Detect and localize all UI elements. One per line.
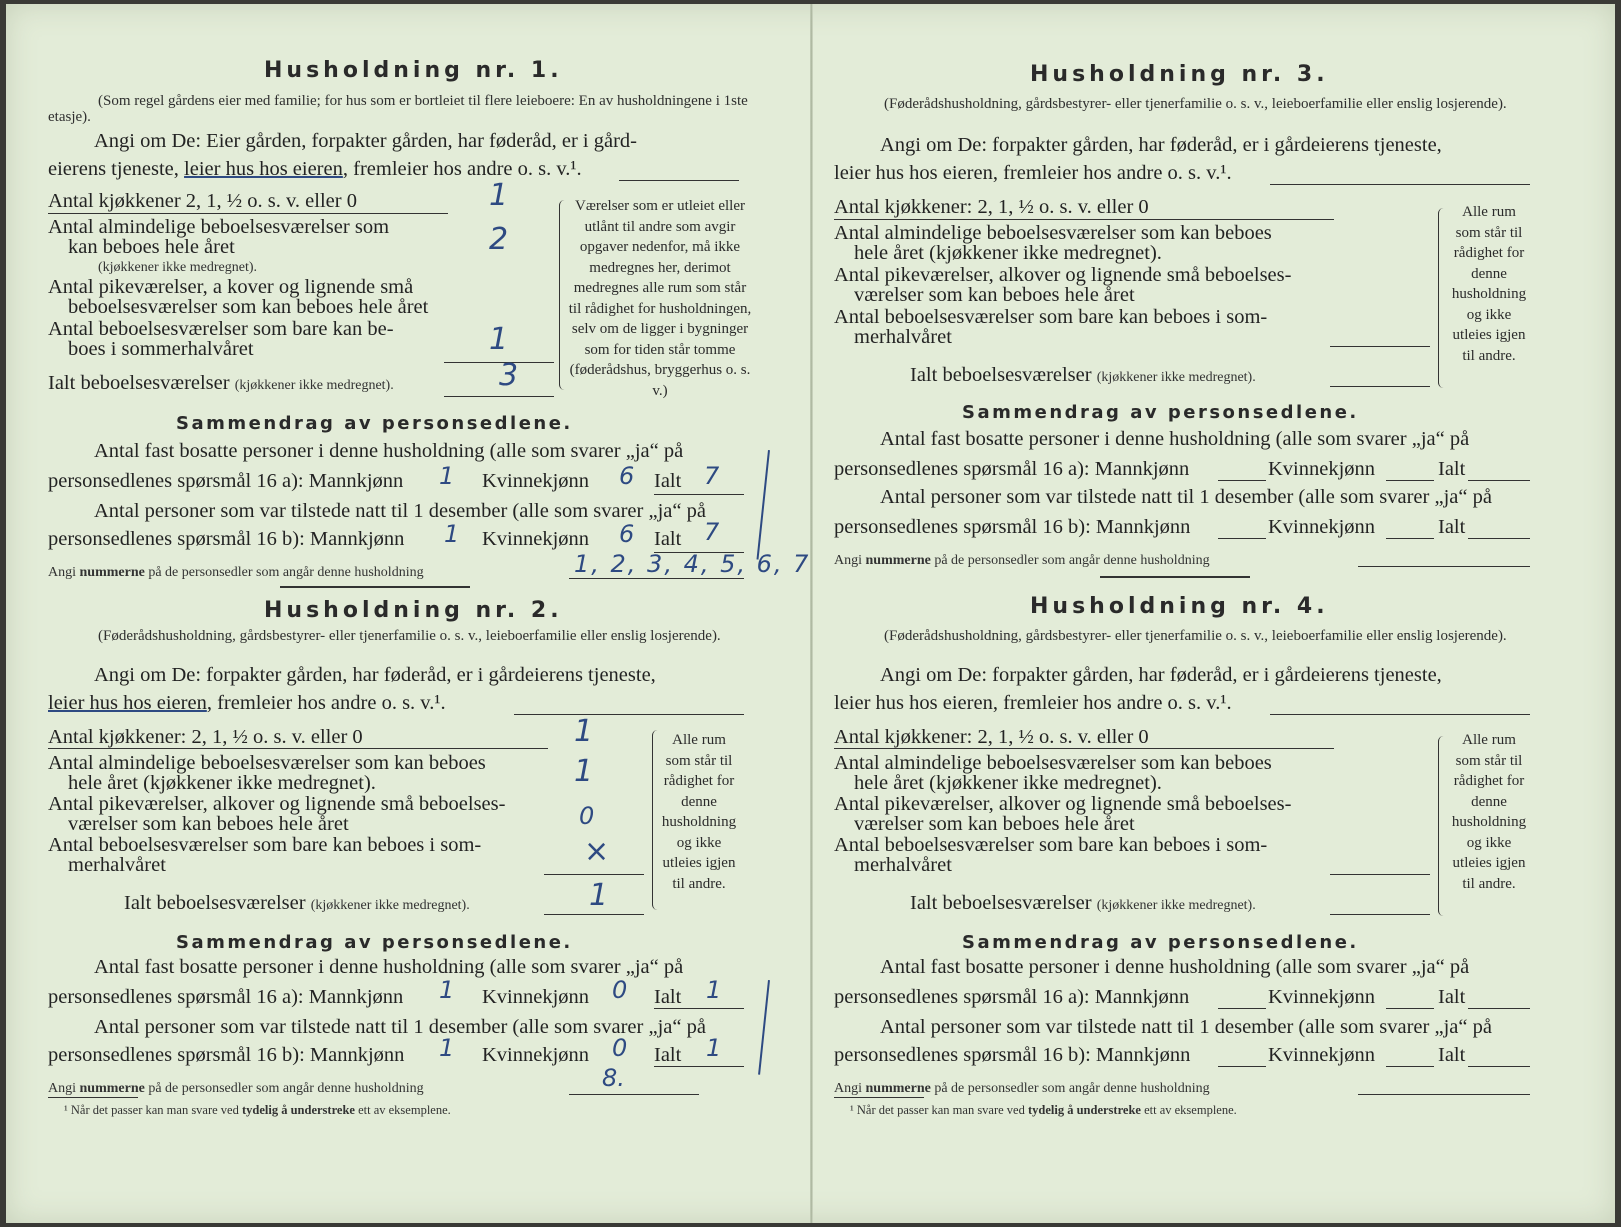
answer-line [619, 180, 739, 181]
female-resident-value: 6 [619, 462, 635, 490]
summer-rooms-value: 1 [489, 322, 509, 357]
numbers-text-end: på de personsedler som angår denne husholdning [144, 1081, 424, 1096]
numbers-line [48, 1076, 424, 1098]
summer-rooms-value: × [584, 834, 610, 869]
summary-line-4: personsedlenes spørsmål 16 b): Mannkjønn [48, 1044, 405, 1066]
angi-text: eierens tjeneste, [48, 158, 185, 180]
maid-rooms-label-a: Antal pikeværelser, alkover og lignende små beboelses- [48, 793, 506, 815]
row-rule [48, 748, 548, 749]
total-text: Ialt beboelsesværelser [910, 892, 1092, 914]
row-rule [834, 748, 1334, 749]
total-present-value: 1 [706, 1034, 722, 1062]
rooms-label-a: Antal almindelige beboelsesværelser som kan beboes [48, 752, 486, 774]
row-rule [1218, 538, 1266, 539]
total-label: Ialt [1438, 516, 1466, 538]
rooms-label-b: hele året (kjøkkener ikke medregnet). [854, 242, 1162, 264]
female-label: Kvinnekjønn [482, 986, 590, 1008]
female-label: Kvinnekjønn [1268, 1044, 1376, 1066]
row-rule [1468, 1008, 1530, 1009]
row-rule [1386, 480, 1434, 481]
male-resident-value: 1 [439, 462, 455, 490]
numbers-text-end: på de personsedler som angår denne husholdning [930, 1081, 1210, 1096]
row-rule [1330, 346, 1430, 347]
maid-rooms-label-a: Antal pikeværelser, alkover og lignende små beboelses- [834, 793, 1292, 815]
numbers-text: Angi [48, 1081, 80, 1096]
total-rooms-value: 1 [589, 878, 609, 913]
total-text: Ialt beboelsesværelser [910, 364, 1092, 386]
female-label: Kvinnekjønn [1268, 986, 1376, 1008]
total-text: Ialt beboelsesværelser [124, 892, 306, 914]
total-rooms-label [124, 892, 470, 915]
footnote-text: ¹ Når det passer kan man svare ved [850, 1103, 1028, 1117]
row-rule [1218, 480, 1266, 481]
footnote [64, 1103, 451, 1118]
summary-line-4: personsedlenes spørsmål 16 b): Mannkjønn [834, 516, 1191, 538]
row-rule [1218, 1066, 1266, 1067]
row-rule [1386, 1008, 1434, 1009]
kitchens-label: Antal kjøkkener: 2, 1, ½ o. s. v. eller 0 [834, 726, 1149, 748]
side-note: Alle rum som står til rådighet for denne husholdning og ikke utleies igjen til andre. [661, 732, 737, 892]
total-paren: (kjøkkener ikke medregnet). [1096, 370, 1256, 385]
angi-line-1: Angi om De: Eier gården, forpakter gården, har føderåd, er i gård- [94, 130, 638, 152]
row-rule [1468, 538, 1530, 539]
footnote-bold: tydelig å understreke [242, 1103, 355, 1117]
summary-line-3: Antal personer som var tilstede natt til 1 desember (alle som svarer „ja“ på [94, 1016, 706, 1038]
summary-line-2: personsedlenes spørsmål 16 a): Mannkjønn [834, 986, 1190, 1008]
footnote-text-end: ett av eksemplene. [1140, 1103, 1237, 1117]
row-rule [1218, 1008, 1266, 1009]
angi-line-1: Angi om De: forpakter gården, har føderåd, er i gårdeierens tjeneste, [94, 664, 656, 686]
numbers-bold: nummerne [865, 553, 931, 568]
summer-rooms-label-b: merhalvåret [854, 326, 952, 348]
male-present-value: 1 [444, 520, 460, 548]
total-paren: (kjøkkener ikke medregnet). [1096, 898, 1256, 913]
summary-title: Sammendrag av personsedlene. [176, 413, 573, 434]
numbers-text-end: på de personsedler som angår denne husholdning [144, 565, 424, 580]
numbers-line [834, 1076, 1210, 1098]
female-label: Kvinnekjønn [482, 470, 590, 492]
summary-title: Sammendrag av personsedlene. [962, 932, 1359, 953]
row-rule [1330, 874, 1430, 875]
rooms-label-c: (kjøkkener ikke medregnet). [98, 260, 257, 275]
total-rooms-label [48, 372, 394, 395]
answer-line [1270, 184, 1530, 185]
footnote-text-end: ett av eksemplene. [354, 1103, 451, 1117]
row-rule [1468, 480, 1530, 481]
rooms-value: 2 [489, 222, 509, 257]
female-present-value: 0 [612, 1034, 628, 1062]
summer-rooms-label-a: Antal beboelsesværelser som bare kan beboes i som- [834, 306, 1268, 328]
summer-rooms-label-b: merhalvåret [68, 854, 166, 876]
numbers-text: Angi [48, 565, 80, 580]
person-numbers-value: 1, 2, 3, 4, 5, 6, 7 [574, 550, 811, 578]
row-rule [48, 213, 448, 214]
numbers-text: Angi [834, 553, 866, 568]
household-4 [830, 540, 1565, 1100]
summary-line-3: Antal personer som var tilstede natt til 1 desember (alle som svarer „ja“ på [94, 500, 706, 522]
total-rooms-label [910, 364, 1256, 387]
page-fold [810, 4, 813, 1223]
rooms-label-a: Antal almindelige beboelsesværelser som kan beboes [834, 752, 1272, 774]
female-label: Kvinnekjønn [482, 1044, 590, 1066]
rooms-label-a: Antal almindelige beboelsesværelser som kan beboes [834, 222, 1272, 244]
total-present-value: 7 [704, 518, 720, 546]
total-label: Ialt [1438, 1044, 1466, 1066]
total-resident-value: 7 [704, 462, 720, 490]
row-rule [544, 914, 644, 915]
maid-rooms-label-b: værelser som kan beboes hele året [68, 813, 349, 835]
angi-line-2: leier hus hos eieren, fremleier hos andre o. s. v.¹. [834, 692, 1232, 714]
angi-line-2: leier hus hos eieren, fremleier hos andre o. s. v.¹. [834, 162, 1232, 184]
footnote [850, 1103, 1237, 1118]
footnote-rule [834, 1097, 924, 1098]
total-label: Ialt [654, 986, 682, 1008]
total-label: Ialt [1438, 458, 1466, 480]
angi-line-1: Angi om De: forpakter gården, har føderåd, er i gårdeierens tjeneste, [880, 134, 1442, 156]
check-stroke [758, 980, 769, 1075]
maid-rooms-value: 0 [579, 802, 595, 830]
household-title: Husholdning nr. 1. [264, 58, 563, 83]
angi-line-2 [48, 692, 446, 715]
numbers-bold: nummerne [79, 565, 145, 580]
footnote-bold: tydelig å understreke [1028, 1103, 1141, 1117]
summary-line-1: Antal fast bosatte personer i denne husholdning (alle som svarer „ja“ på [94, 956, 684, 978]
household-1 [44, 0, 811, 580]
female-label: Kvinnekjønn [1268, 458, 1376, 480]
answer-line [514, 714, 744, 715]
total-paren: (kjøkkener ikke medregnet). [310, 898, 470, 913]
row-rule [569, 1094, 699, 1095]
footnote-rule [48, 1097, 138, 1098]
kitchens-value: 1 [489, 178, 509, 213]
row-rule [1468, 1066, 1530, 1067]
summary-line-4: personsedlenes spørsmål 16 b): Mannkjønn [48, 528, 405, 550]
kitchens-label: Antal kjøkkener 2, 1, ½ o. s. v. eller 0 [48, 190, 357, 212]
numbers-text-end: på de personsedler som angår denne husholdning [930, 553, 1210, 568]
angi-line-1: Angi om De: forpakter gården, har føderåd, er i gårdeierens tjeneste, [880, 664, 1442, 686]
side-note: Alle rum som står til rådighet for denne husholdning og ikke utleies igjen til andre. [1451, 732, 1527, 892]
numbers-bold: nummerne [79, 1081, 145, 1096]
summary-line-1: Antal fast bosatte personer i denne husholdning (alle som svarer „ja“ på [880, 428, 1470, 450]
summer-rooms-label-b: merhalvåret [854, 854, 952, 876]
household-title: Husholdning nr. 3. [1030, 62, 1329, 87]
total-label: Ialt [1438, 986, 1466, 1008]
row-rule [834, 219, 1334, 220]
row-rule [1330, 386, 1430, 387]
summary-text: personsedlenes spørsmål 16 a): Mannkjønn [834, 458, 1190, 480]
male-present-value: 1 [439, 1034, 455, 1062]
summer-rooms-label-a: Antal beboelsesværelser som bare kan beboes i som- [48, 834, 482, 856]
rooms-label-b: hele året (kjøkkener ikke medregnet). [854, 772, 1162, 794]
numbers-text: Angi [834, 1081, 866, 1096]
footnote-text: ¹ Når det passer kan man svare ved [64, 1103, 242, 1117]
rooms-value: 1 [574, 754, 594, 789]
maid-rooms-label-b: beboelsesværelser som kan beboes hele året [68, 296, 429, 318]
summary-line-3: Antal personer som var tilstede natt til 1 desember (alle som svarer „ja“ på [880, 1016, 1492, 1038]
female-resident-value: 0 [612, 976, 628, 1004]
household-title: Husholdning nr. 4. [1030, 594, 1329, 619]
row-rule [654, 494, 744, 495]
right-page [830, 0, 1565, 1219]
summary-line-2: personsedlenes spørsmål 16 a): Mannkjønn [48, 986, 404, 1008]
angi-underlined-choice: leier hus hos eieren [48, 692, 207, 714]
rooms-label-b: hele året (kjøkkener ikke medregnet). [68, 772, 376, 794]
household-note: (Føderådshusholdning, gårdsbestyrer- eller tjenerfamilie o. s. v., leieboerfamilie eller enslig losjerende). [884, 96, 1507, 112]
household-3 [830, 0, 1565, 568]
female-label: Kvinnekjønn [482, 528, 590, 550]
row-rule [1358, 1094, 1530, 1095]
row-rule [1330, 914, 1430, 915]
household-note: (Føderådshusholdning, gårdsbestyrer- eller tjenerfamilie o. s. v., leieboerfamilie eller enslig losjerende). [884, 628, 1507, 644]
side-note: Værelser som er utleiet eller utlånt til andre som avgir opgaver nedenfor, må ikke medregnes her, derimot medregnes alle rum som står til rådighet for husholdningen, selv om de ligger i bygninger som for tiden står tomme (føderådshus, bryggerhus o. s. v.) [568, 198, 752, 399]
summary-title: Sammendrag av personsedlene. [176, 932, 573, 953]
row-rule [1386, 1066, 1434, 1067]
summary-line-3: Antal personer som var tilstede natt til 1 desember (alle som svarer „ja“ på [880, 486, 1492, 508]
summary-line-4: personsedlenes spørsmål 16 b): Mannkjønn [834, 1044, 1191, 1066]
summer-rooms-label-a: Antal beboelsesværelser som bare kan beboes i som- [834, 834, 1268, 856]
row-rule [544, 874, 644, 875]
total-paren: (kjøkkener ikke medregnet). [234, 378, 394, 393]
summer-rooms-label-a: Antal beboelsesværelser som bare kan be- [48, 318, 394, 340]
total-label: Ialt [654, 1044, 682, 1066]
row-rule [654, 1008, 744, 1009]
summary-title: Sammendrag av personsedlene. [962, 402, 1359, 423]
angi-text-end: , fremleier hos andre o. s. v.¹. [342, 158, 582, 180]
angi-text-end: , fremleier hos andre o. s. v.¹. [206, 692, 446, 714]
household-note: (Føderådshusholdning, gårdsbestyrer- eller tjenerfamilie o. s. v., leieboerfamilie eller enslig losjerende). [98, 628, 721, 644]
total-resident-value: 1 [706, 976, 722, 1004]
maid-rooms-label-b: værelser som kan beboes hele året [854, 284, 1135, 306]
kitchens-label: Antal kjøkkener: 2, 1, ½ o. s. v. eller 0 [48, 726, 363, 748]
maid-rooms-label-b: værelser som kan beboes hele året [854, 813, 1135, 835]
left-page [44, 0, 811, 1219]
summer-rooms-label-b: boes i sommerhalvåret [68, 338, 254, 360]
maid-rooms-label-a: Antal pikeværelser, a kover og lignende små [48, 276, 414, 298]
total-rooms-label [910, 892, 1256, 915]
total-rooms-value: 3 [499, 358, 519, 393]
total-label: Ialt [654, 470, 682, 492]
kitchens-label: Antal kjøkkener: 2, 1, ½ o. s. v. eller 0 [834, 196, 1149, 218]
row-rule [444, 396, 554, 397]
rooms-label-b: kan beboes hele året [68, 236, 235, 258]
person-numbers-value: 8. [602, 1064, 625, 1092]
angi-underlined-choice: leier hus hos eieren [184, 158, 343, 180]
side-note: Alle rum som står til rådighet for denne husholdning og ikke utleies igjen til andre. [1451, 204, 1527, 364]
household-title: Husholdning nr. 2. [264, 598, 563, 623]
rooms-label-a: Antal almindelige beboelsesværelser som [48, 216, 390, 238]
total-text: Ialt beboelsesværelser [48, 372, 230, 394]
household-2 [44, 540, 779, 1100]
numbers-bold: nummerne [865, 1081, 931, 1096]
kitchens-value: 1 [574, 714, 594, 749]
summary-line-2 [834, 458, 1189, 481]
maid-rooms-label-a: Antal pikeværelser, alkover og lignende små beboelses- [834, 264, 1292, 286]
household-note: (Som regel gårdens eier med familie; for hus som er bortleiet til flere leieboere: En av husholdningene i 1ste etasje). [48, 93, 748, 125]
female-label: Kvinnekjønn [1268, 516, 1376, 538]
row-rule [654, 1066, 744, 1067]
summary-line-1: Antal fast bosatte personer i denne husholdning (alle som svarer „ja“ på [94, 440, 684, 462]
answer-line [1270, 714, 1530, 715]
female-present-value: 6 [619, 520, 635, 548]
summary-line-2: personsedlenes spørsmål 16 a): Mannkjønn [48, 470, 404, 492]
summary-line-1: Antal fast bosatte personer i denne husholdning (alle som svarer „ja“ på [880, 956, 1470, 978]
row-rule [1386, 538, 1434, 539]
male-resident-value: 1 [439, 976, 455, 1004]
total-label: Ialt [654, 528, 682, 550]
